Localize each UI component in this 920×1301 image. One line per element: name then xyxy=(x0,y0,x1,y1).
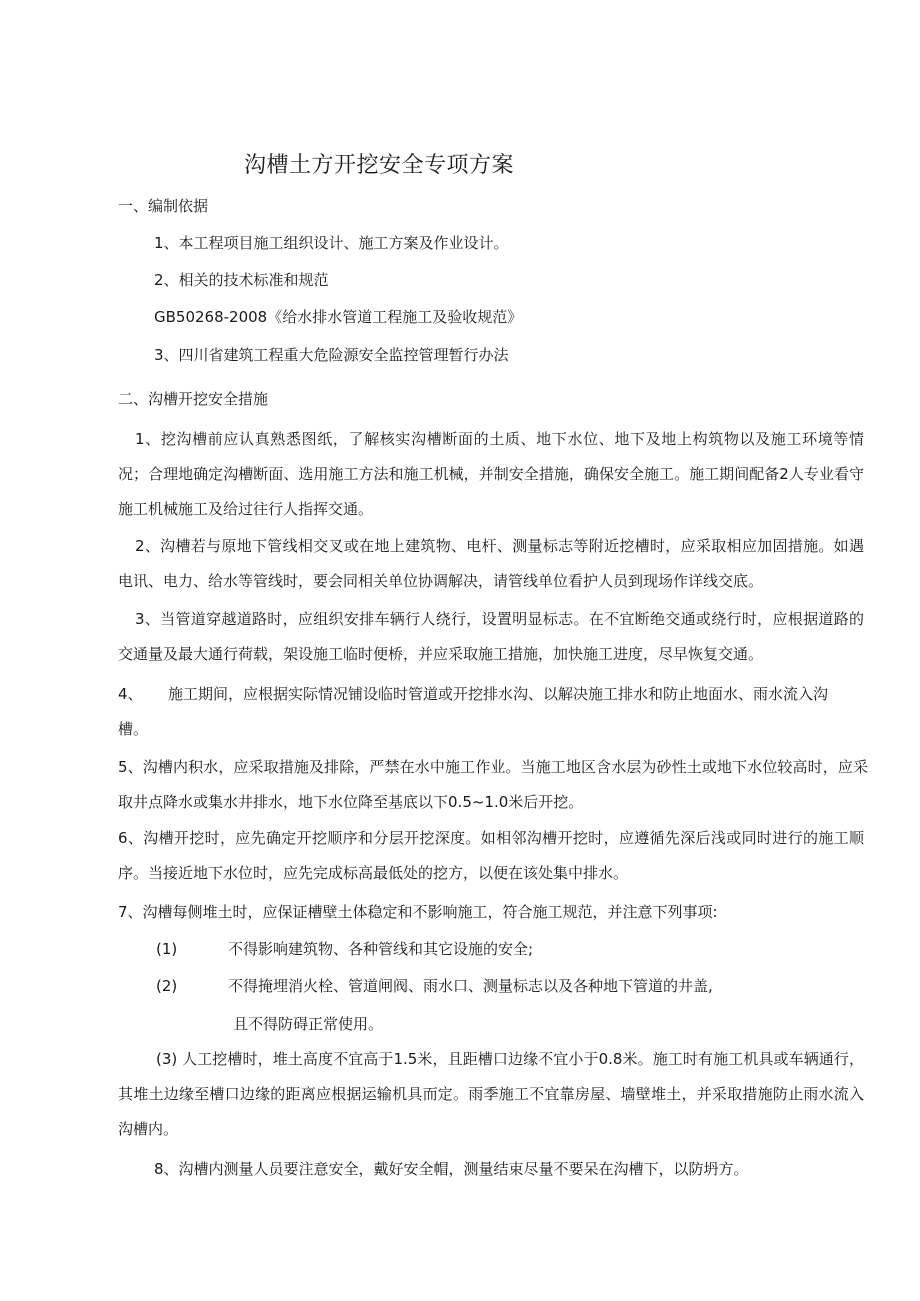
section1-item-standard: GB50268-2008《给水排水管道工程施工及验收规范》 xyxy=(154,308,523,326)
section2-paragraph-7: 7、沟槽每侧堆土时，应保证槽壁土体稳定和不影响施工，符合施工规范，并注意下列事项: xyxy=(118,903,718,921)
sub-item-1-number: (1) xyxy=(156,940,178,958)
document-title: 沟槽土方开挖安全专项方案 xyxy=(244,153,515,178)
section2-paragraph-6: 6、沟槽开挖时，应先确定开挖顺序和分层开挖深度。如相邻沟槽开挖时，应遵循先深后浅或同时进行的施工顺序。当接近地下水位时，应先完成标高最低处的挖方，以便在该处集中排水。 xyxy=(118,829,864,882)
section2-paragraph-4-line2: 槽。 xyxy=(118,720,149,738)
section1-item-3: 3、四川省建筑工程重大危险源安全监控管理暂行办法 xyxy=(154,346,509,364)
section2-heading: 二、沟槽开挖安全措施 xyxy=(118,390,269,408)
section2-paragraph-2: 2、沟槽若与原地下管线相交叉或在地上建筑物、电杆、测量标志等附近挖槽时，应采取相应加固措施。如遇电讯、电力、给水等管线时，要会同相关单位协调解决，请管线单位看护人员到现场作详线交底。 xyxy=(118,537,864,590)
sub-item-1-text: 不得影响建筑物、各种管线和其它设施的安全; xyxy=(228,940,534,958)
section2-paragraph-1: 1、挖沟槽前应认真熟悉图纸，了解核实沟槽断面的土质、地下水位、地下及地上构筑物以及施工环境等情况；合理地确定沟槽断面、选用施工方法和施工机械，并制安全措施，确保安全施工。施工期间配备2人专业看守施工机械施工及给过往行人指挥交通。 xyxy=(118,430,864,518)
section2-paragraph-8: 8、沟槽内测量人员要注意安全，戴好安全帽，测量结束尽量不要呆在沟槽下，以防坍方。 xyxy=(154,1160,749,1178)
section2-paragraph-4-number: 4、 xyxy=(118,685,143,703)
section2-paragraph-4-line1: 施工期间，应根据实际情况铺设临时管道或开挖排水沟、以解决施工排水和防止地面水、雨水流入沟 xyxy=(168,685,829,703)
section2-paragraph-5: 5、沟槽内积水，应采取措施及排除，严禁在水中施工作业。当施工地区含水层为砂性土或地下水位较高时，应采取井点降水或集水井排水，地下水位降至基底以下0.5~1.0米后开挖。 xyxy=(118,758,868,811)
section1-item-1: 1、本工程项目施工组织设计、施工方案及作业设计。 xyxy=(154,234,509,252)
section1-item-2: 2、相关的技术标准和规范 xyxy=(154,271,329,289)
sub-item-2-number: (2) xyxy=(156,977,178,995)
section2-paragraph-3: 3、当管道穿越道路时，应组织安排车辆行人绕行，设置明显标志。在不宜断绝交通或绕行时，应根据道路的交通量及最大通行荷载，架设施工临时便桥，并应采取施工措施，加快施工进度，尽早恢复交通。 xyxy=(118,610,864,663)
section1-heading: 一、编制依据 xyxy=(118,197,209,215)
sub-item-2-continuation: 且不得防碍正常使用。 xyxy=(233,1015,384,1033)
sub-item-2-text: 不得掩埋消火栓、管道闸阀、雨水口、测量标志以及各种地下管道的井盖, xyxy=(228,977,713,995)
sub-item-3-paragraph: (3) 人工挖槽时，堆土高度不宜高于1.5米，且距槽口边缘不宜小于0.8米。施工时有施工机具或车辆通行，其堆土边缘至槽口边缘的距离应根据运输机具而定。雨季施工不宜靠房屋、墙壁堆土，并采取措施防止雨水流入沟槽内。 xyxy=(118,1050,864,1138)
